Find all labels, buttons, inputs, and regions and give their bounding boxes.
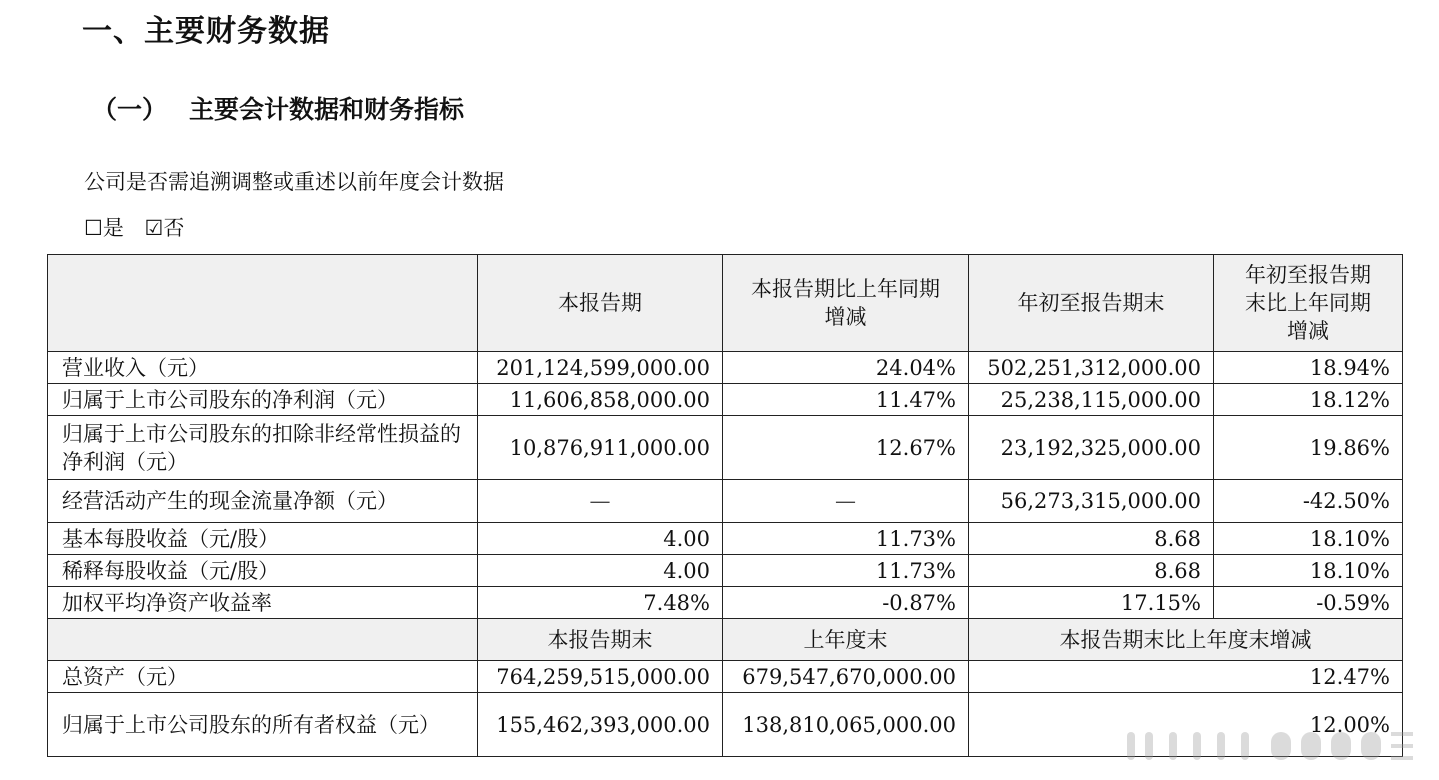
cell-value: -0.59% [1214, 587, 1403, 619]
cell-value: 201,124,599,000.00 [478, 352, 723, 384]
cell-value: 24.04% [723, 352, 969, 384]
subtitle-text: 主要会计数据和财务指标 [189, 95, 465, 124]
row-label: 基本每股收益（元/股） [48, 523, 478, 555]
cell-value: 17.15% [969, 587, 1214, 619]
cell-value: — [723, 480, 969, 523]
cell-value: 11.73% [723, 555, 969, 587]
cell-value: 138,810,065,000.00 [723, 693, 969, 757]
cell-value: 12.00% [969, 693, 1403, 757]
header-blank [48, 619, 478, 661]
option-yes[interactable] [84, 212, 124, 242]
header-ytd: 年初至报告期末 [969, 255, 1214, 352]
cell-value: 4.00 [478, 523, 723, 555]
checked-box-icon: ☑ [144, 216, 164, 240]
header-ytd-yoy: 年初至报告期末比上年同期增减 [1214, 255, 1403, 352]
cell-value: 56,273,315,000.00 [969, 480, 1214, 523]
cell-value: — [478, 480, 723, 523]
table-header-row [48, 255, 1403, 352]
row-label: 加权平均净资产收益率 [48, 587, 478, 619]
cell-value: 19.86% [1214, 416, 1403, 480]
cell-value: 18.10% [1214, 523, 1403, 555]
unchecked-box-icon: ☐ [84, 216, 103, 240]
cell-value: 764,259,515,000.00 [478, 661, 723, 693]
header-current-yoy: 本报告期比上年同期增减 [723, 255, 969, 352]
cell-value: 11.73% [723, 523, 969, 555]
cell-value: 25,238,115,000.00 [969, 384, 1214, 416]
row-label: 稀释每股收益（元/股） [48, 555, 478, 587]
table-row [48, 480, 1403, 523]
table-header-row-2 [48, 619, 1403, 661]
row-label: 归属于上市公司股东的扣除非经常性损益的净利润（元） [48, 416, 478, 480]
cell-value: 11.47% [723, 384, 969, 416]
header-current-period: 本报告期 [478, 255, 723, 352]
cell-value: 11,606,858,000.00 [478, 384, 723, 416]
option-no[interactable] [145, 212, 185, 242]
table-row [48, 416, 1403, 480]
cell-value: 18.94% [1214, 352, 1403, 384]
cell-value: 679,547,670,000.00 [723, 661, 969, 693]
restatement-options [84, 212, 198, 242]
cell-value: 8.68 [969, 523, 1214, 555]
cell-value: 7.48% [478, 587, 723, 619]
cell-value: 4.00 [478, 555, 723, 587]
cell-value: 12.67% [723, 416, 969, 480]
table-row [48, 352, 1403, 384]
header-period-end: 本报告期末 [478, 619, 723, 661]
cell-value: -0.87% [723, 587, 969, 619]
row-label: 经营活动产生的现金流量净额（元） [48, 480, 478, 523]
table-row [48, 587, 1403, 619]
subtitle-number: （一） [92, 95, 168, 124]
cell-value: 12.47% [969, 661, 1403, 693]
header-change-vs-prior-year-end: 本报告期末比上年度末增减 [969, 619, 1403, 661]
cell-value: 10,876,911,000.00 [478, 416, 723, 480]
row-label: 归属于上市公司股东的净利润（元） [48, 384, 478, 416]
cell-value: 23,192,325,000.00 [969, 416, 1214, 480]
header-prior-year-end: 上年度末 [723, 619, 969, 661]
cell-value: -42.50% [1214, 480, 1403, 523]
cell-value: 502,251,312,000.00 [969, 352, 1214, 384]
cell-value: 155,462,393,000.00 [478, 693, 723, 757]
watermark-logo [1121, 726, 1421, 766]
cell-value: 18.12% [1214, 384, 1403, 416]
cell-value: 18.10% [1214, 555, 1403, 587]
header-blank [48, 255, 478, 352]
option-no-label: 否 [163, 216, 185, 240]
option-yes-label: 是 [102, 216, 124, 240]
table-row [48, 523, 1403, 555]
restatement-question: 公司是否需追溯调整或重述以前年度会计数据 [84, 170, 504, 194]
table-row [48, 555, 1403, 587]
table-row [48, 384, 1403, 416]
financial-data-table [47, 254, 1403, 757]
row-label: 营业收入（元） [48, 352, 478, 384]
cell-value: 8.68 [969, 555, 1214, 587]
section-subtitle [92, 90, 464, 126]
page-title: 一、主要财务数据 [82, 14, 330, 49]
row-label: 总资产（元） [48, 661, 478, 693]
row-label: 归属于上市公司股东的所有者权益（元） [48, 693, 478, 757]
table-row [48, 661, 1403, 693]
